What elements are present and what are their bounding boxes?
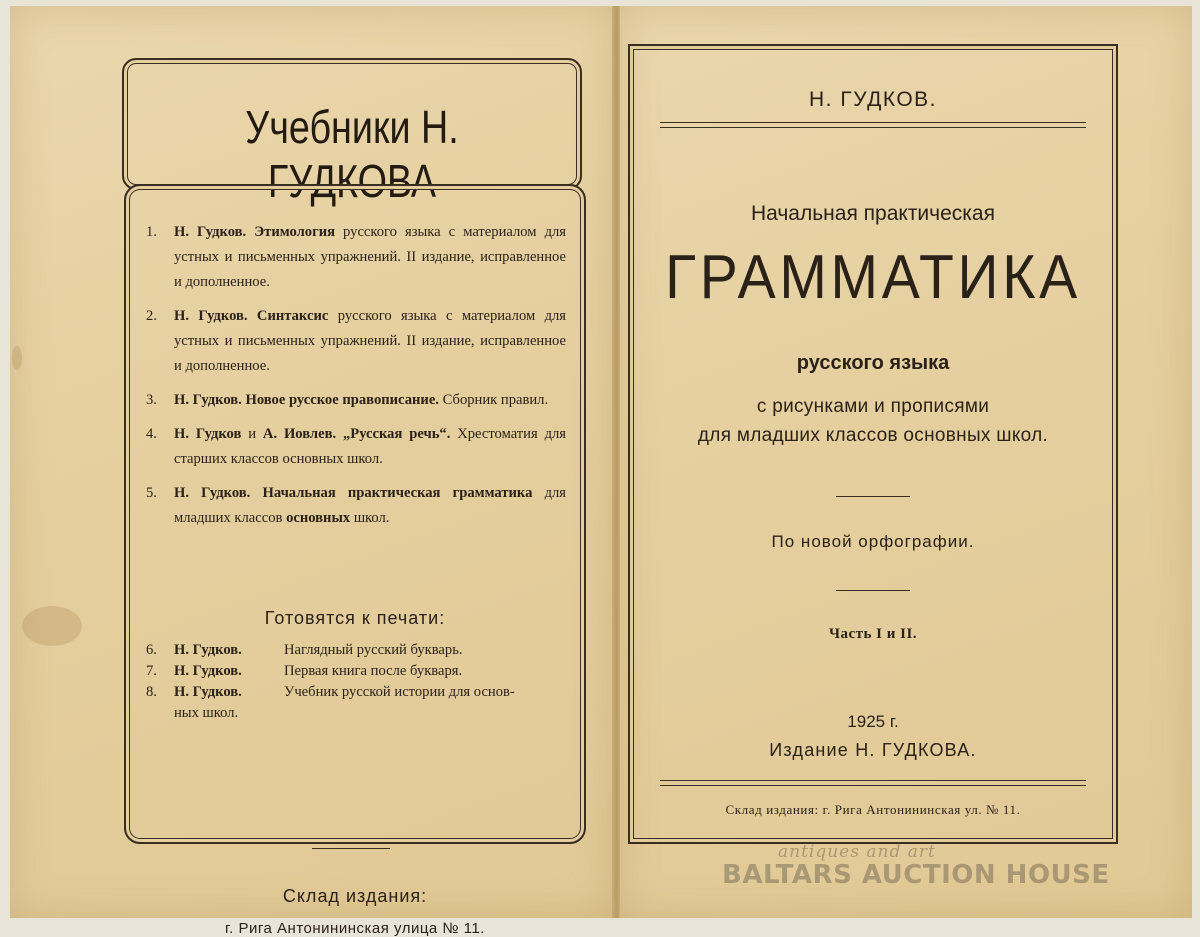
book-title: Первая книга после букваря. bbox=[284, 663, 463, 679]
divider bbox=[312, 848, 390, 849]
double-divider bbox=[660, 122, 1086, 128]
book-conjunction: и bbox=[241, 426, 263, 442]
double-divider bbox=[660, 780, 1086, 786]
book-description: Сборник правил. bbox=[438, 392, 549, 408]
cover-orthography: По новой орфографии. bbox=[771, 532, 975, 551]
book-number: 1. bbox=[146, 224, 157, 240]
book-number: 3. bbox=[146, 392, 157, 408]
book-description: русского языка с материалом для устных и письменных упражнений. II издание, исправленное и дополненное. bbox=[174, 308, 566, 374]
cover-main-title: ГРАММАТИКА bbox=[665, 243, 1081, 312]
description-line: для младших классов основных школ. bbox=[697, 425, 1049, 446]
book-title: „Русская речь“. bbox=[342, 426, 451, 442]
book-number: 6. bbox=[146, 642, 157, 658]
book-text bbox=[174, 422, 566, 472]
book-title: Синтаксис bbox=[256, 308, 329, 324]
paper-stain bbox=[22, 606, 82, 646]
watermark-name: BALTARS AUCTION HOUSE bbox=[722, 860, 1110, 890]
book-description: для младших классов bbox=[174, 485, 567, 526]
auction-watermark bbox=[720, 842, 1120, 902]
book-author: Н. Гудков. bbox=[174, 308, 248, 324]
book-number: 5. bbox=[146, 485, 157, 501]
book-text bbox=[174, 481, 566, 531]
book-author: Н. Гудков. bbox=[174, 663, 242, 679]
book-description: русского языка с материалом для устных и письменных упражнений. II издание, исправленное и дополненное. bbox=[174, 224, 566, 290]
book-description: Хрестоматия для старших классов основных школ. bbox=[174, 426, 566, 467]
book-author: Н. Гудков. bbox=[174, 392, 242, 408]
in-print-item bbox=[146, 682, 566, 703]
title-box bbox=[122, 58, 582, 207]
paper-stain bbox=[12, 346, 22, 370]
book-title: Начальная практическая грамматика bbox=[262, 485, 533, 501]
book-item bbox=[146, 220, 566, 295]
divider bbox=[836, 590, 910, 591]
cover-description bbox=[630, 392, 1116, 450]
cover-year: 1925 г. bbox=[847, 712, 899, 731]
book-author: Н. Гудков. bbox=[174, 684, 242, 700]
book-title-continuation: ных школ. bbox=[174, 705, 239, 721]
book-author: Н. Гудков bbox=[174, 426, 242, 442]
book-number: 7. bbox=[146, 663, 157, 679]
book-item bbox=[146, 422, 566, 472]
book-number: 2. bbox=[146, 308, 157, 324]
book-text bbox=[174, 388, 548, 413]
left-page-title: Учебники Н. ГУДКОВА bbox=[245, 101, 459, 207]
book-number: 8. bbox=[146, 684, 157, 700]
cover-author: Н. ГУДКОВ. bbox=[809, 88, 937, 111]
book-description-bold: основных bbox=[286, 510, 351, 526]
book-item bbox=[146, 388, 566, 413]
book-item bbox=[146, 304, 566, 379]
book-number: 4. bbox=[146, 426, 157, 442]
book-description-end: школ. bbox=[350, 510, 390, 526]
in-print-heading: Готовятся к печати: bbox=[264, 608, 446, 628]
right-page bbox=[620, 6, 1192, 918]
cover-publisher: Издание Н. ГУДКОВА. bbox=[769, 740, 977, 760]
description-line: с рисунками и прописями bbox=[756, 396, 990, 417]
cover-warehouse: Склад издания: г. Рига Антонининская ул. № 11. bbox=[725, 802, 1021, 817]
book-coauthor: А. Иовлев. bbox=[262, 426, 337, 442]
left-frame bbox=[114, 46, 592, 937]
in-print-list bbox=[146, 640, 566, 724]
book-text bbox=[174, 304, 566, 379]
book-title: Наглядный русский букварь. bbox=[284, 642, 463, 658]
cover-part: Часть I и II. bbox=[828, 626, 918, 642]
in-print-item bbox=[146, 640, 566, 661]
book-title: Новое русское правописание. bbox=[245, 392, 439, 408]
book-list bbox=[146, 220, 566, 540]
watermark-tagline: antiques and art bbox=[778, 842, 936, 862]
book-item bbox=[146, 481, 566, 531]
cover-frame bbox=[628, 44, 1118, 844]
divider bbox=[836, 496, 910, 497]
book-author: Н. Гудков. bbox=[174, 485, 251, 501]
book-author: Н. Гудков. bbox=[174, 642, 242, 658]
cover-subtitle: Начальная практическая bbox=[750, 202, 995, 225]
book-text bbox=[174, 220, 566, 295]
warehouse-heading: Склад издания: bbox=[282, 886, 428, 906]
cover-language: русского языка bbox=[796, 352, 950, 374]
book-title: Этимология bbox=[254, 224, 336, 240]
in-print-item bbox=[146, 661, 566, 682]
book-author: Н. Гудков. bbox=[174, 224, 247, 240]
book-title: Учебник русской истории для основ- bbox=[284, 684, 515, 700]
book-list-box bbox=[124, 184, 586, 937]
left-page bbox=[10, 6, 614, 937]
warehouse-address: г. Рига Антонининская улица № 11. bbox=[225, 920, 485, 937]
